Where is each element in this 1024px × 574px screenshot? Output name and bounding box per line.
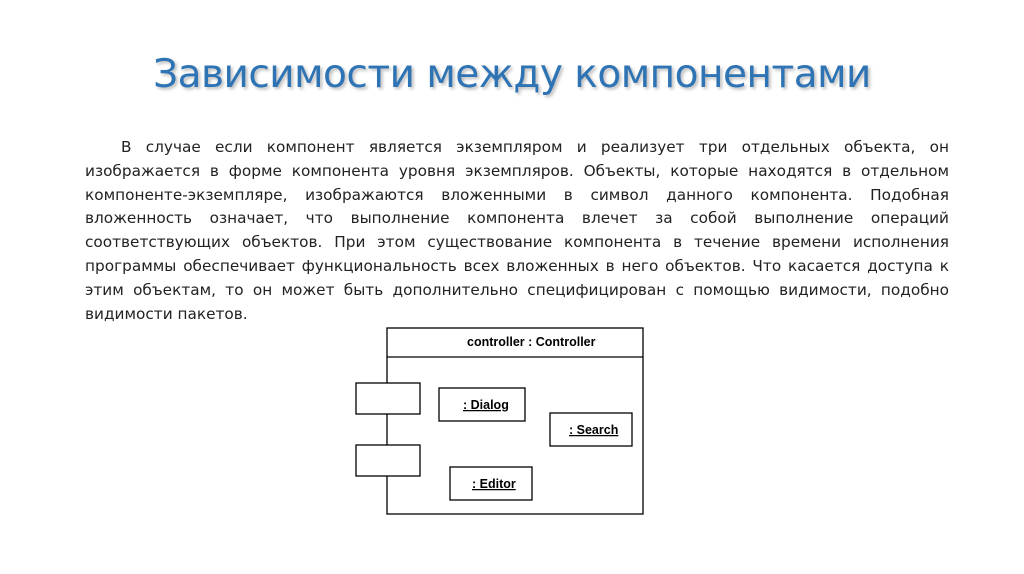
object-dialog-label: : Dialog <box>463 398 509 412</box>
object-search-label: : Search <box>569 423 619 437</box>
object-dialog <box>439 388 525 421</box>
slide-title: Зависимости между компонентами <box>153 52 871 97</box>
object-editor-label: : Editor <box>472 477 516 491</box>
component-tab-upper <box>356 383 420 414</box>
object-editor <box>450 467 532 500</box>
component-tab-lower <box>356 445 420 476</box>
component-diagram <box>355 327 645 517</box>
component-name: controller : Controller <box>467 335 596 349</box>
object-search <box>550 413 632 446</box>
body-paragraph: В случае если компонент является экземпляром и реализует три отдельных объекта, он изображается в форме компонента уровня экземпляров. Объекты, которые находятся в отдельном компоненте-экземпляре, изображаются вложенными в символ данного компонента. Подобная вложенность означает, что выполнение компонента влечет за собой выполнение операций соответствующих объектов. При этом существование компонента в течение времени исполнения программы обеспечивает функциональность всех вложенных в него объектов. Что касается доступа к этим объектам, то он может быть дополнительно специфицирован с помощью видимости, подобно видимости пакетов. <box>85 138 949 323</box>
